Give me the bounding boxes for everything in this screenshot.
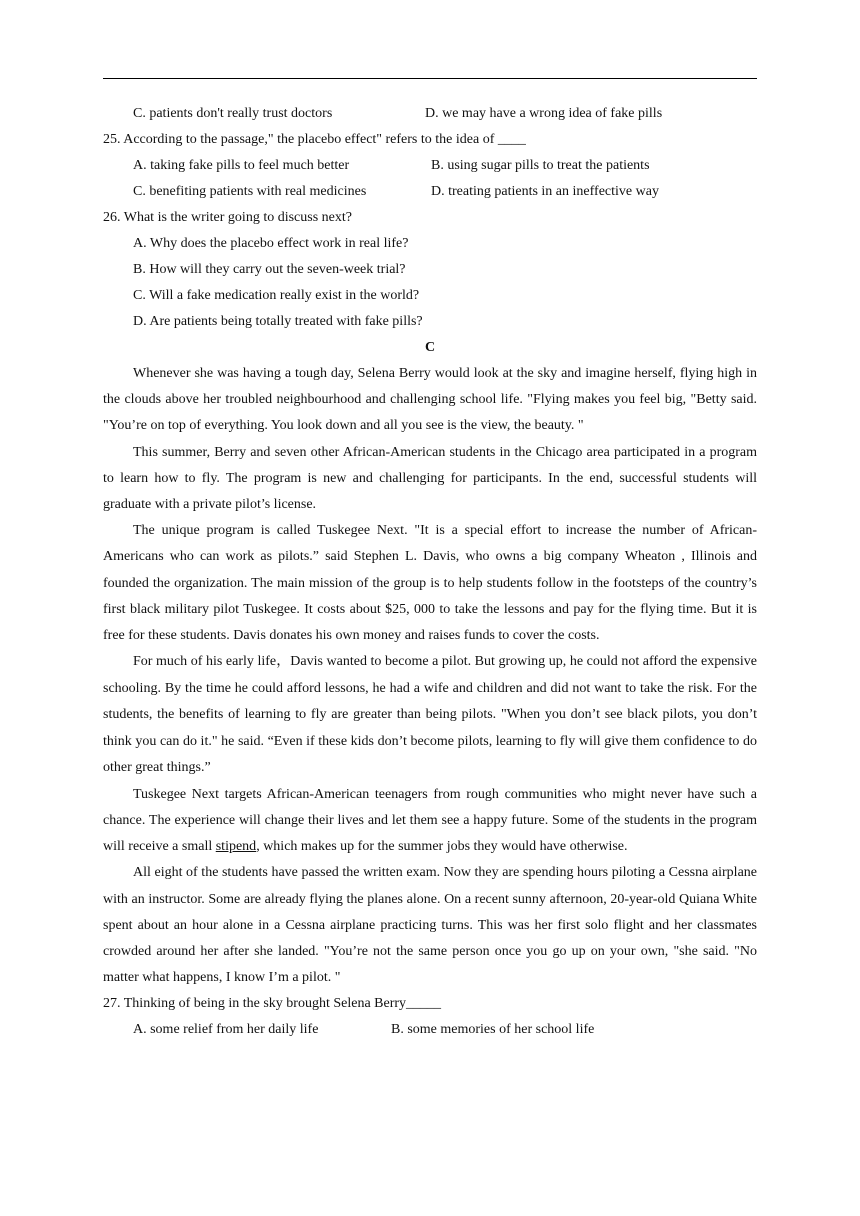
header-rule (103, 78, 757, 79)
q25-options-ab (103, 153, 757, 179)
q24-options-cd (103, 101, 757, 127)
section-title: C (424, 340, 436, 355)
paragraph-5-text-end: , which makes up for the summer jobs they would have otherwise. (256, 839, 628, 855)
q25-option-c: C. benefiting patients with real medicines (133, 184, 367, 199)
paragraph-5-text-start: Tuskegee Next targets African-American teenagers from rough communities who might never have such a chance. The experience will change their lives and let them see a happy future. Some of the students in the program will receive a small (103, 786, 757, 855)
q27-option-a: A. some relief from her daily life (133, 1022, 319, 1038)
passage-paragraph-6: All eight of the students have passed the written exam. Now they are spending hours piloting a Cessna airplane with an instructor. Some are already flying the planes alone. On a recent sunny afternoon, 20-year-old Quiana White spent about an hour alone in a Cessna airplane practicing turns. This was her first solo flight and her classmates crowded around her after she landed. "You’re not the same person once you go up on your own, "she said. "No matter what happens, I know I’m a pilot. " (103, 865, 757, 986)
q25-option-d: D. treating patients in an ineffective way (431, 184, 659, 199)
passage-paragraph-2: This summer, Berry and seven other African-American students in the Chicago area participated in a program to learn how to fly. The program is new and challenging for participants. In the end, successful students will graduate with a private pilot’s license. (103, 444, 757, 513)
q25-options-cd (103, 179, 757, 205)
q27-option-b: B. some memories of her school life (391, 1022, 595, 1038)
passage-paragraph-1: Whenever she was having a tough day, Selena Berry would look at the sky and imagine herself, flying high in the clouds above her troubled neighbourhood and challenging school life. "Flying makes you feel big, "Betty said. "You’re on top of everything. You look down and all you see is the view, the beauty. " (103, 366, 757, 434)
passage-c (103, 361, 757, 991)
page-content (103, 101, 757, 1043)
q26-option-c: C. Will a fake medication really exist in the world? (133, 288, 420, 303)
q25-option-a: A. taking fake pills to feel much better (133, 158, 350, 173)
q24-option-c: C. patients don't really trust doctors (133, 106, 333, 121)
underlined-word-stipend: stipend (215, 839, 257, 855)
passage-paragraph-4: For much of his early life，Davis wanted to become a pilot. But growing up, he could not afford the expensive schooling. By the time he could afford lessons, he had a wife and children and did not want to take the risk. For the students, the benefits of learning to fly are greater than being pilots. "When you don’t see black pilots, you don’t think you can do it." he said. “Even if these kids don’t become pilots, learning to fly will give them confidence to do other great things.” (103, 654, 757, 776)
q26-option-a: A. Why does the placebo effect work in real life? (133, 236, 409, 251)
q26-stem: 26. What is the writer going to discuss next? (103, 210, 352, 225)
q25-stem: 25. According to the passage," the placebo effect" refers to the idea of ____ (103, 132, 526, 147)
q27-options-ab (103, 1017, 757, 1043)
q26-option-d: D. Are patients being totally treated with fake pills? (133, 314, 423, 329)
q24-option-d: D. we may have a wrong idea of fake pills (425, 106, 663, 121)
passage-paragraph-5 (103, 782, 757, 861)
passage-paragraph-3: The unique program is called Tuskegee Next. "It is a special effort to increase the number of African-Americans who can work as pilots.” said Stephen L. Davis, who owns a big company Wheaton , Illinois and founded the organization. The main mission of the group is to help students follow in the footsteps of the country’s first black military pilot Tuskegee. It costs about $25, 000 to take the lessons and pay for the flying time. But it is free for these students. Davis donates his own money and raises funds to cover the costs. (103, 523, 757, 644)
q25-option-b: B. using sugar pills to treat the patients (431, 158, 650, 173)
q26-option-b: B. How will they carry out the seven-week trial? (133, 262, 406, 277)
q27-stem: 27. Thinking of being in the sky brought Selena Berry_____ (103, 996, 442, 1012)
